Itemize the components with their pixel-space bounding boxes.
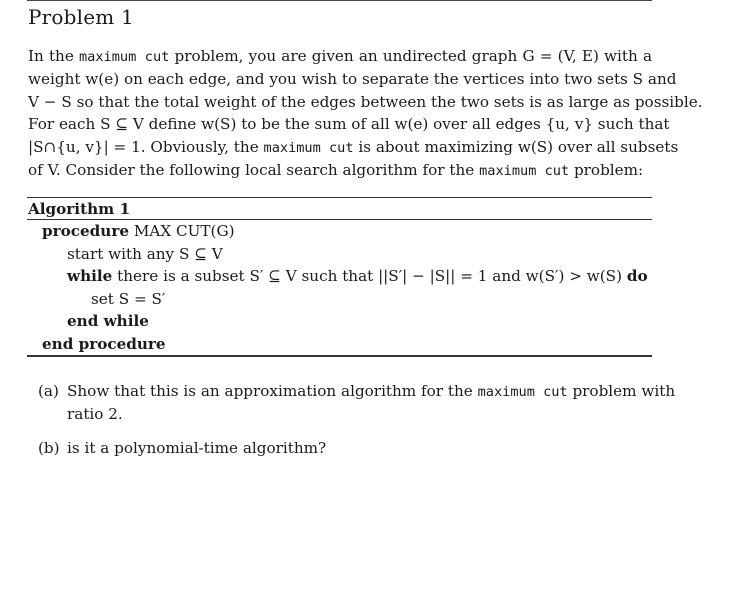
statement-line-4: For each S ⊆ V define w(S) to be the sum of all w(e) over all edges {u, v} such that <box>28 115 670 134</box>
top-rule <box>27 0 652 1</box>
question-a-line-1: Show that this is an approximation algorithm for the maximum cut problem with <box>67 382 676 400</box>
maximum-cut-term: maximum cut <box>263 139 354 156</box>
statement-line-3: V − S so that the total weight of the edges between the two sets is as large as possible. <box>28 92 703 111</box>
statement-line-6: of V. Consider the following local search algorithm for the maximum cut problem: <box>28 161 644 180</box>
set-line: set S = S′ <box>91 289 166 308</box>
procedure-line: procedure MAX CUT(G) <box>42 222 235 241</box>
end-procedure-line: end procedure <box>42 334 166 353</box>
question-b <box>38 437 652 459</box>
question-a-line-2: ratio 2. <box>67 405 123 424</box>
maximum-cut-term: maximum cut <box>479 163 570 180</box>
start-line: start with any S ⊆ V <box>67 244 223 263</box>
maximum-cut-term: maximum cut <box>477 384 568 400</box>
problem-statement <box>28 45 703 182</box>
statement-line-2: weight w(e) on each edge, and you wish to separate the vertices into two sets S and <box>28 70 677 89</box>
procedure-name: MAX CUT <box>133 222 211 241</box>
question-b-line-1: is it a polynomial-time algorithm? <box>67 439 327 457</box>
while-line: while there is a subset S′ ⊆ V such that ||S′| − |S|| = 1 and w(S′) > w(S) do <box>67 267 648 286</box>
algorithm-bottom-rule <box>27 355 652 356</box>
maximum-cut-term: maximum cut <box>79 49 170 65</box>
end-while-line: end while <box>67 312 149 331</box>
question-a-label: (a) <box>38 382 59 400</box>
question-a <box>38 380 676 426</box>
problem-title: Problem 1 <box>28 5 134 29</box>
algorithm-title: Algorithm 1 <box>28 200 131 219</box>
question-b-label: (b) <box>38 439 60 457</box>
statement-line-5: |S∩{u, v}| = 1. Obviously, the maximum cut is about maximizing w(S) over all subsets <box>28 137 679 156</box>
algorithm-block <box>27 197 652 357</box>
statement-line-1: In the maximum cut problem, you are given an undirected graph G = (V, E) with a <box>28 47 653 65</box>
